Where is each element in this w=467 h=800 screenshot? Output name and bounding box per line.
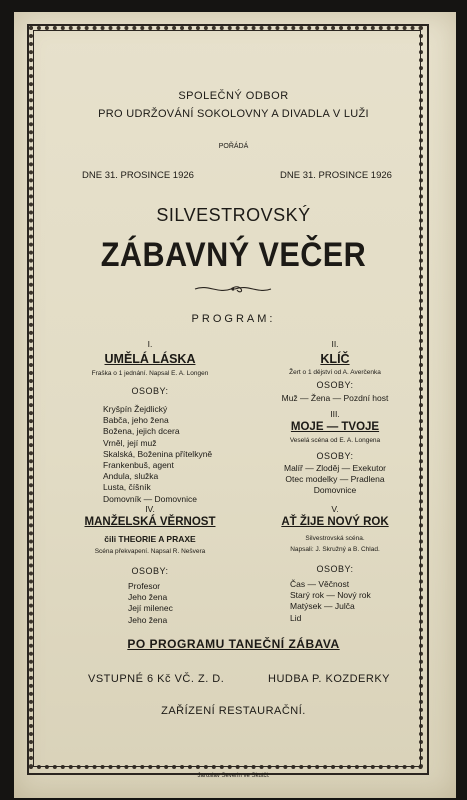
date-left: DNE 31. PROSINCE 1926 <box>82 170 194 181</box>
act-4-cast-label: OSOBY: <box>131 566 169 576</box>
act-1-cast-list <box>103 404 212 505</box>
act-5-title: AŤ ŽIJE NOVÝ ROK <box>281 516 389 528</box>
cast-item: Matýsek — Julča <box>290 601 355 612</box>
entry-fee: VSTUPNÉ 6 Kč VČ. Z. D. <box>88 673 225 685</box>
cast-item: Lusta, číšník <box>103 482 151 493</box>
cast-item: Lid <box>290 612 302 623</box>
act-1-title: UMĚLÁ LÁSKA <box>104 352 196 366</box>
act-1-number: I. <box>147 339 153 349</box>
act-2-title: KLÍČ <box>320 352 350 366</box>
cast-item: Domovník — Domovnice <box>103 493 198 504</box>
decorative-flourish <box>193 282 273 296</box>
act-2-subtitle: Žert o 1 dějství od A. Averčenka <box>289 369 381 376</box>
cast-item: Andula, služka <box>103 471 159 482</box>
act-2-cast-label: OSOBY: <box>316 380 354 390</box>
cast-item: Starý rok — Nový rok <box>290 590 371 601</box>
program-label: PROGRAM: <box>191 313 276 325</box>
act-3-cast-label: OSOBY: <box>316 451 354 461</box>
printer-credit: Jaroslav Severin ve Skutči. <box>197 773 270 779</box>
act-5-cast-label: OSOBY: <box>316 564 354 574</box>
act-4-number: IV. <box>145 504 155 514</box>
act-3-subtitle: Veselá scéna od E. A. Longena <box>289 437 381 444</box>
cast-item: Božena, jejich dcera <box>103 426 180 437</box>
act-3-number: III. <box>330 409 340 419</box>
cast-item: Jeho žena <box>128 592 168 603</box>
organizer-line-2: PRO UDRŽOVÁNÍ SOKOLOVNY A DIVADLA V LUŽI <box>98 108 369 120</box>
act-5-number: V. <box>331 504 339 514</box>
restaurant-note: ZAŘÍZENÍ RESTAURAČNÍ. <box>161 705 306 717</box>
act-4-subtitle: čili THEORIE A PRAXE <box>104 534 196 544</box>
act-3-cast: Otec modelky — Pradlena <box>285 474 385 484</box>
dance-announcement: PO PROGRAMU TANEČNÍ ZÁBAVA <box>127 637 340 651</box>
cast-item: Frankenbuš, agent <box>103 460 174 471</box>
act-4-title: MANŽELSKÁ VĚRNOST <box>84 516 216 528</box>
cast-item: Jeho žena <box>128 614 168 625</box>
act-2-cast: Muž — Žena — Pozdní host <box>281 393 389 403</box>
cast-item: Čas — Věčnost <box>290 579 350 589</box>
title-small: SILVESTROVSKÝ <box>156 205 311 225</box>
act-4-description: Scéna překvapení. Napsal R. Nešvera <box>94 548 206 555</box>
cast-item: Skalská, Boženina přítelkyně <box>103 448 213 459</box>
act-4-cast-list <box>128 581 173 626</box>
music-credit: HUDBA P. KOZDERKY <box>268 673 390 685</box>
cast-item: Babča, jeho žena <box>103 415 169 426</box>
presents-label: POŘÁDÁ <box>218 143 249 150</box>
date-right: DNE 31. PROSINCE 1926 <box>280 170 392 181</box>
cast-item: Vrněl, její muž <box>103 437 157 448</box>
cast-item: Kryšpín Žejdlický <box>103 404 168 414</box>
act-5-cast-list <box>290 579 371 624</box>
act-2-number: II. <box>331 339 339 349</box>
act-3-cast: Malíř — Zloděj — Exekutor <box>283 463 387 473</box>
act-1-cast-label: OSOBY: <box>131 386 169 396</box>
title-big: ZÁBAVNÝ VEČER <box>100 236 367 274</box>
act-5-subtitle: Silvestrovská scéna. <box>305 535 365 542</box>
act-5-authors: Napsali: J. Skružný a B. Chlad. <box>290 546 380 553</box>
cast-item: Její milenec <box>128 603 173 614</box>
act-3-title: MOJE — TVOJE <box>290 421 380 433</box>
cast-item: Profesor <box>128 581 161 591</box>
act-1-subtitle: Fraška o 1 jednání. Napsal E. A. Longen <box>91 370 209 377</box>
organizer-line-1: SPOLEČNÝ ODBOR <box>178 90 289 102</box>
act-3-cast: Domovnice <box>313 485 357 495</box>
